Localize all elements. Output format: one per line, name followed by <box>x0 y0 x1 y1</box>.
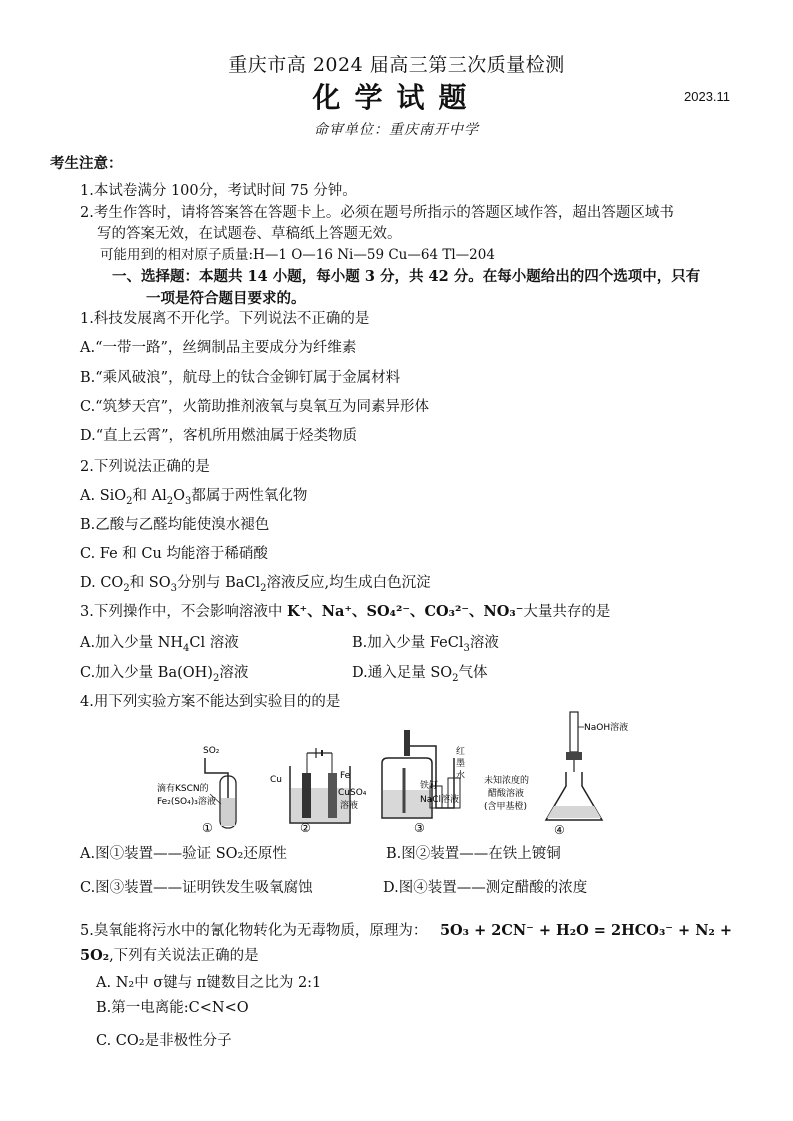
question-1-option-a: A.“一带一路”，丝绸制品主要成分为纤维素 <box>80 340 357 356</box>
ion-list: K⁺、Na⁺、SO₄²⁻、CO₃²⁻、NO₃⁻ <box>286 603 524 620</box>
question-3-option-c: C.加入少量 $Ba(OH)_2$溶液 <box>80 665 249 684</box>
fig4-caption-line-1: 未知浓度的 <box>484 776 530 786</box>
question-1-option-b: B.“乘风破浪”，航母上的钛合金铆钉属于金属材料 <box>80 370 401 386</box>
question-2-stem: 2.下列说法正确的是 <box>80 459 210 475</box>
question-3-option-d: D.通入足量 $SO_2$气体 <box>352 665 488 684</box>
section-heading-line-1: 一、选择题：本题共 14 小题，每小题 3 分，共 42 分。在每小题给出的四个选项中，只有 <box>112 268 701 285</box>
fig4-caption-line-2: 醋酸溶液 <box>488 789 525 799</box>
so2-label: SO₂ <box>203 746 220 756</box>
question-5-option-c: C. CO₂是非极性分子 <box>96 1033 232 1049</box>
question-2-option-c: C. Fe 和 Cu 均能溶于稀硝酸 <box>80 546 268 562</box>
apparatus-4-titration <box>480 708 630 840</box>
question-1-option-d: D.“直上云霄”，客机所用燃油属于烃类物质 <box>80 428 358 444</box>
question-4-option-d: D.图④装置——测定醋酸的浓度 <box>383 880 588 896</box>
question-2-option-b: B.乙酸与乙醛均能使溴水褪色 <box>80 517 270 533</box>
solution-label: 溶液 <box>340 801 359 811</box>
fig1-caption-line-1: 滴有KSCN的 <box>157 784 209 794</box>
red-ink-char-2: 墨 <box>456 759 466 769</box>
question-2-option-d: D. $CO_2$和 $SO_3$分别与 BaCl$_2$溶液反应,均生成白色沉淀 <box>80 575 431 594</box>
red-ink-char-1: 红 <box>456 747 466 757</box>
question-4-option-a: A.图①装置——验证 SO₂还原性 <box>80 846 287 862</box>
exam-title: 重庆市高 2024 届高三第三次质量检测 <box>228 54 565 76</box>
question-4-option-b: B.图②装置——在铁上镀铜 <box>386 846 561 862</box>
iron-nail-label: 铁钉 <box>420 781 439 791</box>
apparatus-2-electroplating <box>262 718 372 838</box>
red-ink-char-3: 水 <box>456 771 466 781</box>
subject-title: 化学试题 <box>312 81 481 114</box>
question-1-option-c: C.“筑梦天宫”，火箭助推剂液氧与臭氧互为同素异形体 <box>80 399 430 415</box>
apparatus-3-corrosion <box>374 718 484 838</box>
figure-number-2: ② <box>300 821 311 835</box>
cuso4-label: CuSO₄ <box>338 788 367 798</box>
setter-line: 命审单位：重庆南开中学 <box>314 122 479 138</box>
question-5-option-b: B.第一电离能:C<N<O <box>96 1000 249 1016</box>
question-4-option-c: C.图③装置——证明铁发生吸氧腐蚀 <box>80 880 313 896</box>
question-2-option-a: A. SiO$_2$和 $Al_2O_3$都属于两性氧化物 <box>80 488 308 507</box>
notice-item-2-line-1: 2.考生作答时，请将答案答在答题卡上。必须在题号所指示的答题区域作答，超出答题区域书 <box>80 205 674 221</box>
naoh-label: NaOH溶液 <box>584 723 629 733</box>
nacl-label: NaCl溶液 <box>420 795 460 805</box>
reaction-equation-continued: 5O₂ <box>80 947 110 964</box>
figure-number-4: ④ <box>554 823 565 837</box>
notice-item-1: 1.本试卷满分 100分，考试时间 75 分钟。 <box>80 183 357 199</box>
figure-number-1: ① <box>202 821 213 835</box>
fe-label: Fe <box>340 771 351 781</box>
question-5-option-a: A. N₂中 σ键与 π键数目之比为 2:1 <box>96 975 322 991</box>
exam-date: 2023.11 <box>684 89 731 104</box>
question-5-stem-line-2: 5O₂,下列有关说法正确的是 <box>80 947 259 964</box>
fig1-caption-line-2: Fe₂(SO₄)₃溶液 <box>157 797 216 807</box>
question-3-option-a: A.加入少量 $NH_4Cl$ 溶液 <box>80 635 239 654</box>
apparatus-1-test-tube <box>150 718 260 838</box>
atomic-mass-line: 可能用到的相对原子质量:H—1 O—16 Ni—59 Cu—64 Tl—204 <box>100 247 495 263</box>
question-3-stem: 3.下列操作中，不会影响溶液中 K⁺、Na⁺、SO₄²⁻、CO₃²⁻、NO₃⁻大量共存的是 <box>80 603 611 620</box>
notice-heading: 考生注意： <box>50 155 123 172</box>
question-5-stem-line-1: 5.臭氧能将污水中的氰化物转化为无毒物质，原理为： 5O₃ + 2CN⁻ + H₂O = 2HCO₃⁻ + N₂ + <box>80 922 732 939</box>
fig4-caption-line-3: (含甲基橙) <box>484 802 528 812</box>
notice-item-2-line-2: 写的答案无效，在试题卷、草稿纸上答题无效。 <box>97 226 402 242</box>
cu-label: Cu <box>270 775 282 785</box>
question-4-stem: 4.用下列实验方案不能达到实验目的的是 <box>80 694 341 710</box>
question-3-option-b: B.加入少量 FeCl$_3$溶液 <box>352 635 499 654</box>
reaction-equation: 5O₃ + 2CN⁻ + H₂O = 2HCO₃⁻ + N₂ + <box>439 922 732 939</box>
question-1-stem: 1.科技发展离不开化学。下列说法不正确的是 <box>80 311 370 327</box>
section-heading-line-2: 一项是符合题目要求的。 <box>146 290 306 307</box>
figure-number-3: ③ <box>414 821 425 835</box>
